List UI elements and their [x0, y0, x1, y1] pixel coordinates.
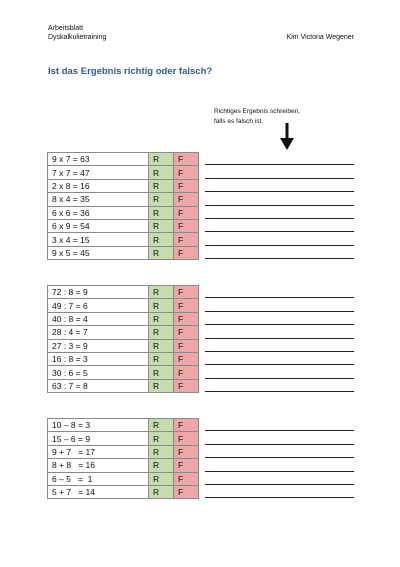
- answer-wrong-box[interactable]: F: [174, 166, 199, 179]
- answer-line[interactable]: [205, 219, 354, 232]
- answer-right-box[interactable]: R: [149, 193, 174, 206]
- exercise-table-multiplication: [47, 152, 199, 260]
- exercise-row: [48, 459, 199, 472]
- answer-wrong-box[interactable]: F: [174, 419, 199, 432]
- answer-right-box[interactable]: R: [149, 379, 174, 392]
- answer-right-box[interactable]: R: [149, 485, 174, 498]
- exercise-row: [48, 326, 199, 339]
- answer-wrong-box[interactable]: F: [174, 379, 199, 392]
- answer-wrong-box[interactable]: F: [174, 326, 199, 339]
- answer-wrong-box[interactable]: F: [174, 153, 199, 166]
- exercise-expression: 2 x 8 = 16: [48, 179, 149, 192]
- exercise-row: [48, 179, 199, 192]
- answer-lines-multiplication: [205, 152, 354, 259]
- exercise-expression: 3 x 4 = 15: [48, 233, 149, 246]
- answer-line[interactable]: [205, 339, 354, 352]
- exercise-expression: 27 : 3 = 9: [48, 339, 149, 352]
- exercise-row: [48, 485, 199, 498]
- answer-right-box[interactable]: R: [149, 432, 174, 445]
- exercise-table-body: [48, 286, 199, 393]
- answer-line[interactable]: [205, 312, 354, 325]
- exercise-expression: 7 x 7 = 47: [48, 166, 149, 179]
- exercise-expression: 40 : 8 = 4: [48, 312, 149, 325]
- answer-line[interactable]: [205, 472, 354, 485]
- hint-line-1: Richtiges Ergebnis schreiben,: [214, 108, 300, 115]
- answer-line[interactable]: [205, 352, 354, 365]
- answer-right-box[interactable]: R: [149, 219, 174, 232]
- answer-wrong-box[interactable]: F: [174, 193, 199, 206]
- answer-line[interactable]: [205, 152, 354, 165]
- answer-line[interactable]: [205, 325, 354, 338]
- answer-wrong-box[interactable]: F: [174, 206, 199, 219]
- answer-lines-addition-subtraction: [205, 418, 354, 498]
- exercise-row: [48, 219, 199, 232]
- answer-wrong-box[interactable]: F: [174, 445, 199, 458]
- down-arrow-icon: [279, 123, 295, 151]
- exercise-expression: 72 : 8 = 9: [48, 286, 149, 299]
- answer-wrong-box[interactable]: F: [174, 339, 199, 352]
- exercise-table-body: [48, 419, 199, 499]
- answer-line[interactable]: [205, 379, 354, 392]
- answer-line[interactable]: [205, 445, 354, 458]
- answer-wrong-box[interactable]: F: [174, 459, 199, 472]
- hint-line-2: falls es falsch ist.: [214, 118, 264, 125]
- exercise-expression: 8 x 4 = 35: [48, 193, 149, 206]
- exercise-table-addition-subtraction: [47, 418, 199, 499]
- exercise-row: [48, 352, 199, 365]
- answer-right-box[interactable]: R: [149, 153, 174, 166]
- header-course-label: Dyskalkulietraining: [48, 34, 107, 41]
- answer-line[interactable]: [205, 458, 354, 471]
- answer-right-box[interactable]: R: [149, 312, 174, 325]
- exercise-expression: 5 + 7 = 14: [48, 485, 149, 498]
- exercise-row: [48, 153, 199, 166]
- header-worksheet-label: Arbeitsblatt: [48, 25, 84, 32]
- answer-right-box[interactable]: R: [149, 206, 174, 219]
- exercise-row: [48, 339, 199, 352]
- answer-right-box[interactable]: R: [149, 326, 174, 339]
- exercise-expression: 63 : 7 = 8: [48, 379, 149, 392]
- exercise-expression: 49 : 7 = 6: [48, 299, 149, 312]
- exercise-row: [48, 246, 199, 259]
- answer-right-box[interactable]: R: [149, 246, 174, 259]
- answer-right-box[interactable]: R: [149, 179, 174, 192]
- answer-wrong-box[interactable]: F: [174, 286, 199, 299]
- answer-line[interactable]: [205, 192, 354, 205]
- answer-wrong-box[interactable]: F: [174, 485, 199, 498]
- answer-line[interactable]: [205, 431, 354, 444]
- exercise-row: [48, 206, 199, 219]
- answer-line[interactable]: [205, 232, 354, 245]
- exercise-expression: 30 : 6 = 5: [48, 366, 149, 379]
- exercise-row: [48, 445, 199, 458]
- exercise-row: [48, 366, 199, 379]
- exercise-row: [48, 312, 199, 325]
- exercise-row: [48, 286, 199, 299]
- exercise-expression: 15 – 6 = 9: [48, 432, 149, 445]
- exercise-expression: 16 : 8 = 3: [48, 352, 149, 365]
- answer-wrong-box[interactable]: F: [174, 246, 199, 259]
- answer-line[interactable]: [205, 285, 354, 298]
- answer-line[interactable]: [205, 485, 354, 498]
- answer-right-box[interactable]: R: [149, 419, 174, 432]
- exercise-expression: 10 – 8 = 3: [48, 419, 149, 432]
- exercise-row: [48, 193, 199, 206]
- exercise-expression: 9 + 7 = 17: [48, 445, 149, 458]
- answer-wrong-box[interactable]: F: [174, 366, 199, 379]
- exercise-row: [48, 299, 199, 312]
- answer-right-box[interactable]: R: [149, 339, 174, 352]
- answer-right-box[interactable]: R: [149, 233, 174, 246]
- answer-line[interactable]: [205, 418, 354, 431]
- exercise-expression: 9 x 7 = 63: [48, 153, 149, 166]
- exercise-expression: 6 x 6 = 36: [48, 206, 149, 219]
- exercise-row: [48, 166, 199, 179]
- answer-line[interactable]: [205, 246, 354, 259]
- answer-wrong-box[interactable]: F: [174, 179, 199, 192]
- answer-right-box[interactable]: R: [149, 286, 174, 299]
- answer-wrong-box[interactable]: F: [174, 352, 199, 365]
- exercise-row: [48, 432, 199, 445]
- exercise-expression: 6 – 5 = 1: [48, 472, 149, 485]
- exercise-table-body: [48, 153, 199, 260]
- answer-right-box[interactable]: R: [149, 366, 174, 379]
- exercise-row: [48, 379, 199, 392]
- page-title: Ist das Ergebnis richtig oder falsch?: [48, 66, 213, 77]
- answer-wrong-box[interactable]: F: [174, 219, 199, 232]
- answer-wrong-box[interactable]: F: [174, 299, 199, 312]
- exercise-expression: 9 x 5 = 45: [48, 246, 149, 259]
- answer-wrong-box[interactable]: F: [174, 312, 199, 325]
- answer-right-box[interactable]: R: [149, 352, 174, 365]
- answer-right-box[interactable]: R: [149, 459, 174, 472]
- answer-line[interactable]: [205, 165, 354, 178]
- answer-right-box[interactable]: R: [149, 445, 174, 458]
- answer-line[interactable]: [205, 179, 354, 192]
- answer-line[interactable]: [205, 206, 354, 219]
- exercise-expression: 28 : 4 = 7: [48, 326, 149, 339]
- header-left: [48, 24, 106, 42]
- answer-right-box[interactable]: R: [149, 299, 174, 312]
- answer-right-box[interactable]: R: [149, 166, 174, 179]
- header-author: Kim Victoria Wegener: [286, 34, 354, 41]
- exercise-row: [48, 233, 199, 246]
- answer-wrong-box[interactable]: F: [174, 472, 199, 485]
- answer-right-box[interactable]: R: [149, 472, 174, 485]
- exercise-table-division: [47, 285, 199, 393]
- exercise-row: [48, 419, 199, 432]
- answer-wrong-box[interactable]: F: [174, 432, 199, 445]
- answer-line[interactable]: [205, 365, 354, 378]
- exercise-row: [48, 472, 199, 485]
- exercise-expression: 6 x 9 = 54: [48, 219, 149, 232]
- exercise-expression: 8 + 8 = 16: [48, 459, 149, 472]
- answer-lines-division: [205, 285, 354, 392]
- answer-wrong-box[interactable]: F: [174, 233, 199, 246]
- answer-line[interactable]: [205, 298, 354, 311]
